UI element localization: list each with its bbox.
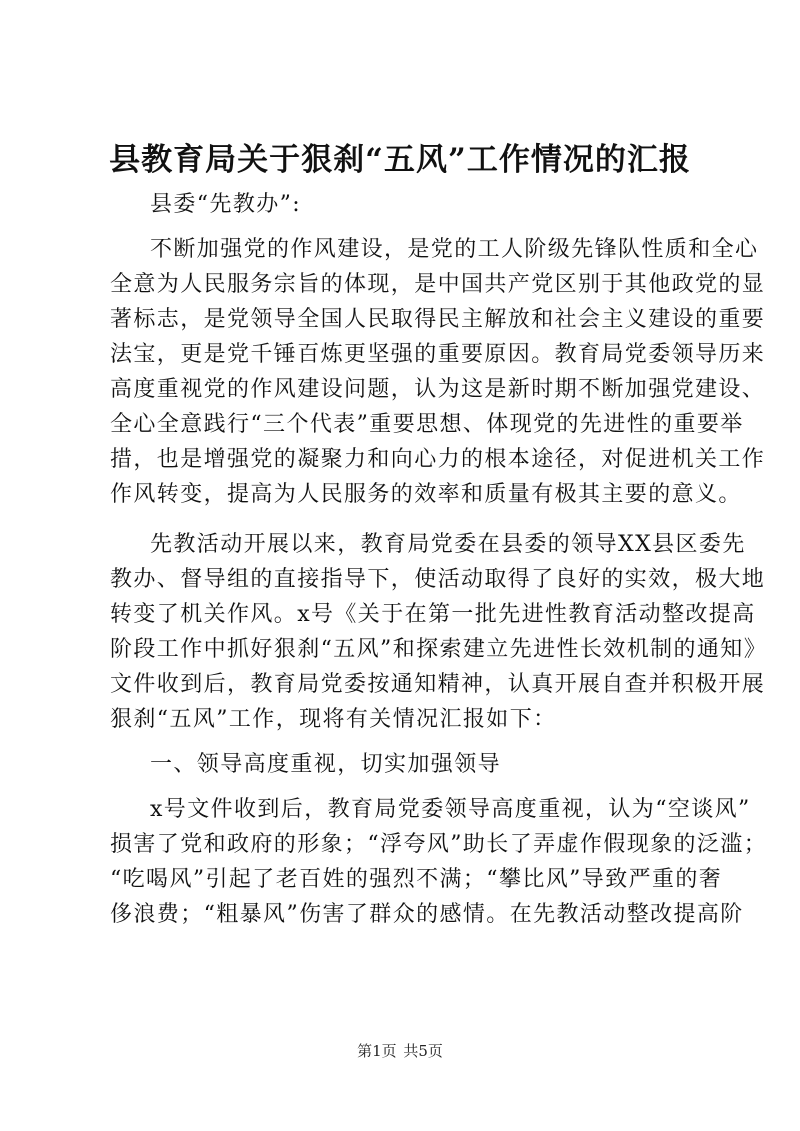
body-line: 转变了机关作风。x号《关于在第一批先进性教育活动整改提高 [110, 602, 756, 627]
body-line: 侈浪费；“粗暴风”伤害了群众的感情。在先教活动整改提高阶 [110, 902, 744, 927]
body-line: 不断加强党的作风建设，是党的工人阶级先锋队性质和全心 [150, 237, 759, 262]
body-line: 损害了党和政府的形象；“浮夸风”助长了弄虚作假现象的泛滥； [110, 832, 768, 857]
page-footer [0, 1041, 800, 1061]
section-heading: 一、领导高度重视，切实加强领导 [150, 752, 502, 777]
body-line: 全心全意践行“三个代表”重要思想、体现党的先进性的重要举 [110, 412, 744, 437]
body-line: 教办、督导组的直接指导下，使活动取得了良好的实效，极大地 [110, 567, 766, 592]
page-number: 第1页 [357, 1042, 397, 1060]
salutation-line: 县委“先教办”: [150, 192, 302, 217]
body-line: 先教活动开展以来，教育局党委在县委的领导XX县区委先 [150, 532, 746, 557]
body-line: 文件收到后，教育局党委按通知精神，认真开展自查并积极开展 [110, 672, 766, 697]
body-line: 全意为人民服务宗旨的体现，是中国共产党区别于其他政党的显 [110, 272, 766, 297]
body-line: 狠刹“五风”工作，现将有关情况汇报如下： [110, 707, 557, 732]
body-line: x号文件收到后，教育局党委领导高度重视，认为“空谈风” [150, 797, 751, 822]
body-line: 措，也是增强党的凝聚力和向心力的根本途径，对促进机关工作 [110, 447, 766, 472]
body-line: 作风转变，提高为人民服务的效率和质量有极其主要的意义。 [110, 482, 742, 507]
page-total: 共5页 [403, 1042, 443, 1060]
body-line: 著标志，是党领导全国人民取得民主解放和社会主义建设的重要 [110, 307, 766, 332]
body-line: 法宝，更是党千锤百炼更坚强的重要原因。教育局党委领导历来 [110, 342, 766, 367]
body-line: “吃喝风”引起了老百姓的强烈不满；“攀比风”导致严重的奢 [110, 867, 723, 892]
body-line: 高度重视党的作风建设问题，认为这是新时期不断加强党建设、 [110, 377, 766, 402]
document-title: 县教育局关于狠刹“五风”工作情况的汇报 [109, 142, 691, 178]
body-line: 阶段工作中抓好狠刹“五风”和探索建立先进性长效机制的通知》 [110, 637, 768, 662]
